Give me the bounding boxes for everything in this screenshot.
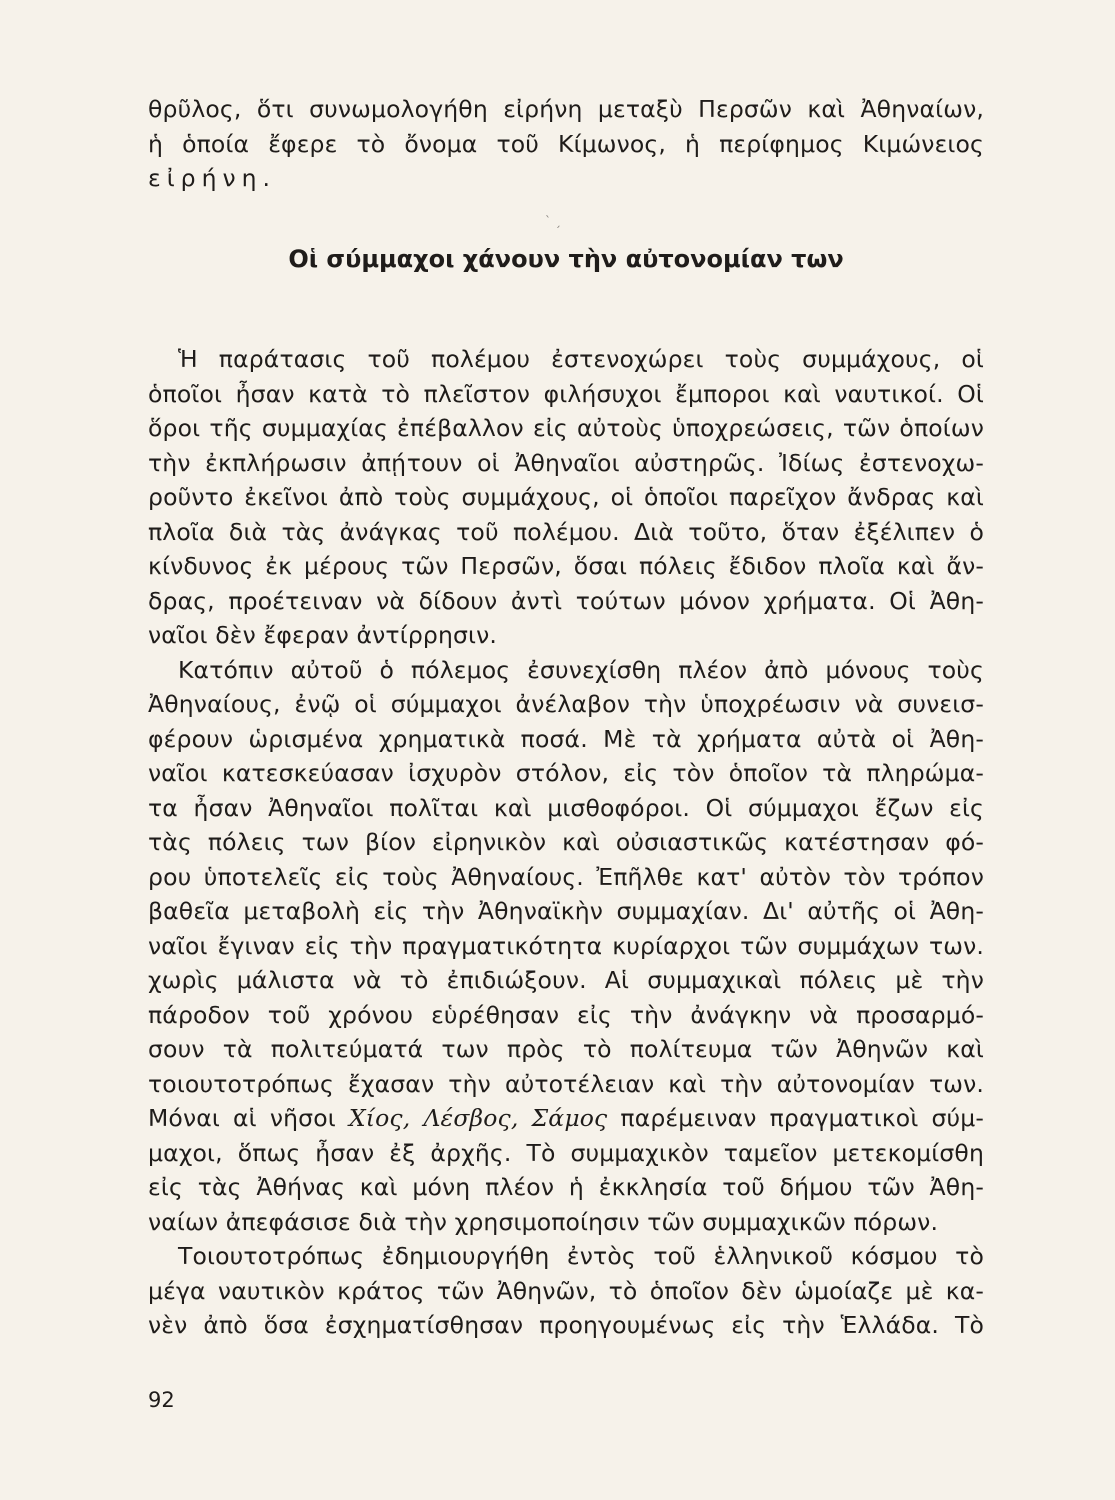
text-line-islands [148, 1101, 984, 1136]
place-lesbos: Λέσβος, [423, 1104, 519, 1132]
text-line: τὴν ἐκπλήρωσιν ἀπῄτουν οἱ Ἀθηναῖοι αὐστηρῶς. Ἰδίως ἐστενοχω- [148, 448, 984, 477]
text-line: θρῦλος, ὅτι συνωμολογήθη εἰρήνη μεταξὺ Περσῶν καὶ Ἀθηναίων, [148, 95, 984, 123]
text-line: εἰς τὰς Ἀθήνας καὶ μόνη πλέον ἡ ἐκκλησία τοῦ δήμου τῶν Ἀθη- [148, 1173, 984, 1201]
print-mark: ` ˏ [545, 214, 561, 228]
text-line: Κατόπιν αὐτοῦ ὁ πόλεμος ἐσυνεχίσθη πλέον ἀπὸ μόνους τοὺς [178, 655, 984, 684]
text-line: ναῖοι ἔγιναν εἰς τὴν πραγματικότητα κυρίαρχοι τῶν συμμάχων των. [148, 931, 984, 960]
text-line: μέγα ναυτικὸν κράτος τῶν Ἀθηνῶν, τὸ ὁποῖον δὲν ὡμοίαζε μὲ κα- [148, 1276, 984, 1305]
text-line: νὲν ἀπὸ ὅσα ἐσχηματίσθησαν προηγουμένως εἰς τὴν Ἑλλάδα. Τὸ [148, 1311, 984, 1339]
text-line: ναῖοι δὲν ἔφεραν ἀντίρρησιν. [148, 621, 498, 649]
text-line: Τοιουτοτρόπως ἐδημιουργήθη ἐντὸς τοῦ ἑλληνικοῦ κόσμου τὸ [178, 1242, 984, 1270]
main-text [148, 342, 984, 1343]
place-samos: Σάμος [531, 1104, 608, 1132]
text-line: εἰρήνη. [148, 164, 276, 192]
text-line: δρας, προέτειναν νὰ δίδουν ἀντὶ τούτων μόνον χρήματα. Οἱ Ἀθη- [148, 586, 984, 615]
text-line: βαθεῖα μεταβολὴ εἰς τὴν Ἀθηναϊκὴν συμμαχίαν. Δι' αὐτῆς οἱ Ἀθη- [148, 897, 984, 925]
text-line: ὁποῖοι ἦσαν κατὰ τὸ πλεῖστον φιλήσυχοι ἔμποροι καὶ ναυτικοί. Οἱ [148, 379, 984, 408]
text-line: μαχοι, ὅπως ἦσαν ἐξ ἀρχῆς. Τὸ συμμαχικὸν ταμεῖον μετεκομίσθη [148, 1138, 984, 1167]
text-line: Ἡ παράτασις τοῦ πολέμου ἐστενοχώρει τοὺς συμμάχους, οἱ [178, 345, 984, 373]
text-span: παρέμειναν πραγματικοὶ σύμ- [607, 1104, 985, 1132]
text-line: τα ἦσαν Ἀθηναῖοι πολῖται καὶ μισθοφόροι. Οἱ σύμμαχοι ἔζων εἰς [148, 793, 984, 822]
text-line: τοιουτοτρόπως ἔχασαν τὴν αὐτοτέλειαν καὶ τὴν αὐτονομίαν των. [148, 1069, 984, 1098]
place-chios: Χίος, [348, 1104, 411, 1132]
text-line: ἡ ὁποία ἔφερε τὸ ὄνομα τοῦ Κίμωνος, ἡ περίφημος Κιμώνειος [148, 129, 984, 158]
text-line: χωρὶς μάλιστα νὰ τὸ ἐπιδιώξουν. Αἱ συμμαχικαὶ πόλεις μὲ τὴν [148, 966, 984, 994]
text-line: κίνδυνος ἐκ μέρους τῶν Περσῶν, ὅσαι πόλεις ἔδιδον πλοῖα καὶ ἄν- [148, 552, 984, 580]
text-line: πλοῖα διὰ τὰς ἀνάγκας τοῦ πολέμου. Διὰ τοῦτο, ὅταν ἐξέλιπεν ὁ [148, 517, 984, 546]
section-heading: Οἱ σύμμαχοι χάνουν τὴν αὐτονομίαν των [288, 245, 844, 273]
opening-text [148, 92, 984, 196]
text-line: ὅροι τῆς συμμαχίας ἐπέβαλλον εἰς αὐτοὺς ὑποχρεώσεις, τῶν ὁποίων [148, 414, 984, 442]
text-line: φέρουν ὡρισμένα χρηματικὰ ποσά. Μὲ τὰ χρήματα αὐτὰ οἱ Ἀθη- [148, 724, 984, 753]
text-line: Ἀθηναίους, ἐνῷ οἱ σύμμαχοι ἀνέλαβον τὴν ὑποχρέωσιν νὰ συνεισ- [148, 690, 984, 718]
text-line: ναῖοι κατεσκεύασαν ἰσχυρὸν στόλον, εἰς τὸν ὁποῖον τὰ πληρώμα- [148, 759, 984, 787]
text-line: πάροδον τοῦ χρόνου εὑρέθησαν εἰς τὴν ἀνάγκην νὰ προσαρμό- [148, 1000, 984, 1029]
text-span: Μόναι αἱ νῆσοι [148, 1104, 349, 1132]
text-line: ναίων ἀπεφάσισε διὰ τὴν χρησιμοποίησιν τῶν συμμαχικῶν πόρων. [148, 1207, 939, 1236]
text-line: ροῦντο ἐκεῖνοι ἀπὸ τοὺς συμμάχους, οἱ ὁποῖοι παρεῖχον ἄνδρας καὶ [148, 483, 984, 511]
text-line: ρου ὑποτελεῖς εἰς τοὺς Ἀθηναίους. Ἐπῆλθε κατ' αὐτὸν τὸν τρόπον [148, 862, 984, 891]
text-line: σουν τὰ πολιτεύματά των πρὸς τὸ πολίτευμα τῶν Ἀθηνῶν καὶ [148, 1035, 984, 1063]
page-number: 92 [148, 1388, 175, 1412]
text-line: τὰς πόλεις των βίον εἰρηνικὸν καὶ οὐσιαστικῶς κατέστησαν φό- [148, 828, 984, 856]
